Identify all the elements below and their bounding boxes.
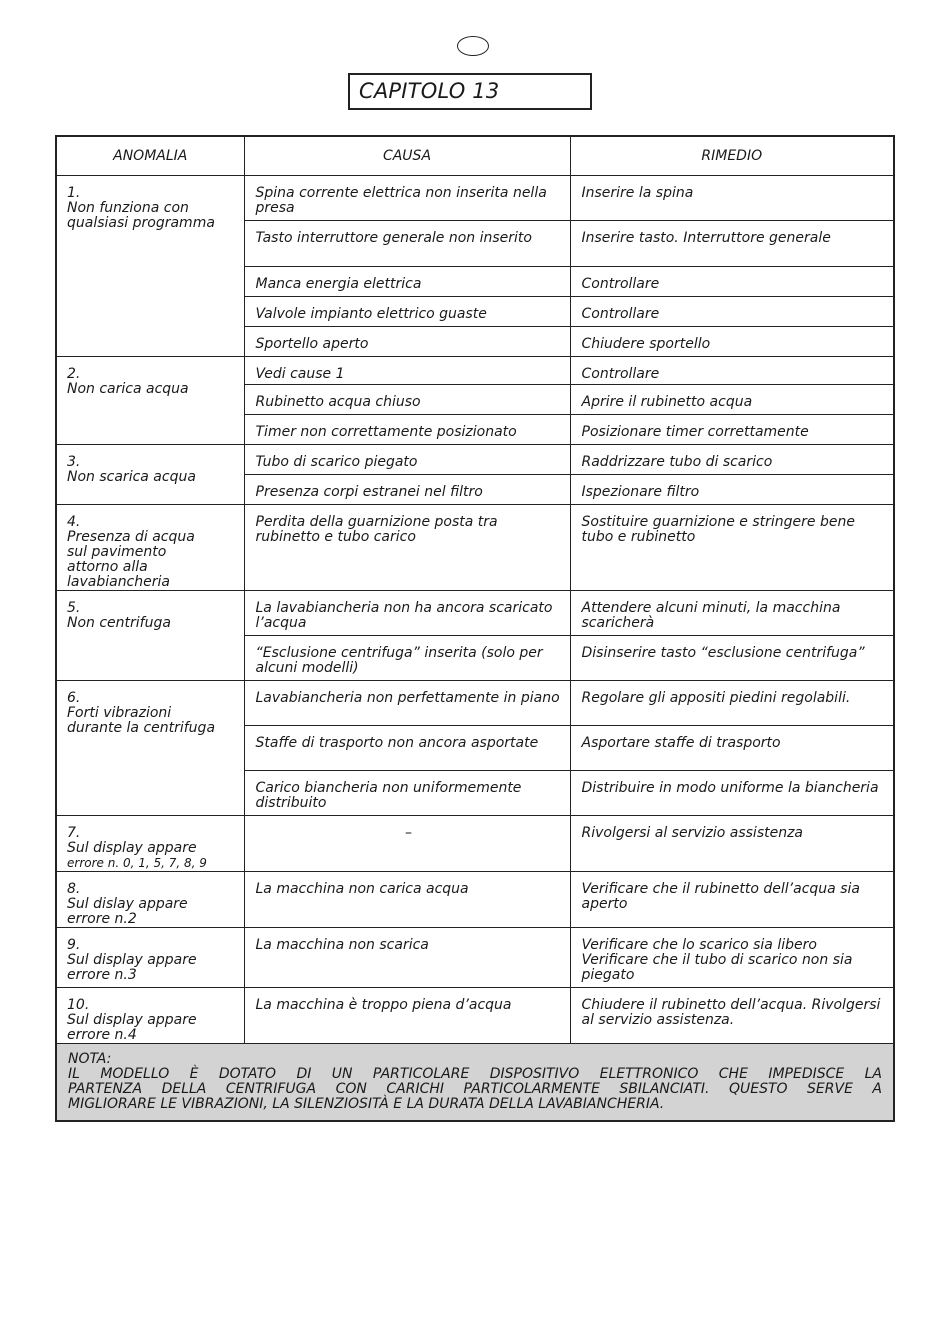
anomaly-number: 5.	[67, 600, 81, 616]
anomaly-text	[67, 201, 217, 231]
anomaly-cell	[56, 872, 244, 928]
anomaly-label: Non scarica acqua	[67, 469, 196, 485]
remedy-cell: Verificare che il rubinetto dell’acqua sia aperto	[570, 872, 894, 928]
anomaly-label: Sul display appare errore n.3	[67, 952, 197, 983]
anomaly-cell	[56, 357, 244, 445]
cause-cell: Lavabiancheria non perfettamente in piano	[244, 681, 570, 726]
cause-cell: Spina corrente elettrica non inserita nella presa	[244, 176, 570, 221]
anomaly-cell	[56, 928, 244, 988]
anomaly-error-codes: errore n. 0, 1, 5, 7, 8, 9	[67, 856, 207, 870]
note-title: NOTA:	[68, 1051, 112, 1067]
anomaly-label: Non carica acqua	[67, 381, 189, 397]
remedy-cell: Controllare	[570, 267, 894, 297]
anomaly-number: 4.	[67, 514, 81, 530]
anomaly-number: 3.	[67, 454, 81, 470]
anomaly-label: Non funziona con qualsiasi programma	[67, 200, 215, 231]
cause-cell: La macchina non scarica	[244, 928, 570, 988]
anomaly-number: 2.	[67, 366, 81, 382]
remedy-cell: Rivolgersi al servizio assistenza	[570, 816, 894, 872]
anomaly-cell	[56, 816, 244, 872]
remedy-cell: Verificare che lo scarico sia libero Verificare che il tubo di scarico non sia piegato	[570, 928, 894, 988]
table-row	[56, 357, 894, 385]
remedy-cell: Aprire il rubinetto acqua	[570, 385, 894, 415]
anomaly-number: 7.	[67, 825, 81, 841]
remedy-cell: Inserire la spina	[570, 176, 894, 221]
header-anomaly: ANOMALIA	[56, 136, 244, 176]
table-row	[56, 591, 894, 636]
anomaly-label: Forti vibrazioni durante la centrifuga	[67, 705, 216, 736]
anomaly-label: Non centrifuga	[67, 615, 171, 631]
anomaly-text	[67, 382, 217, 397]
note-line: MIGLIORARE LE VIBRAZIONI, LA SILENZIOSITÀ E LA DURATA DELLA LAVABIANCHERIA.	[68, 1096, 665, 1112]
remedy-cell: Attendere alcuni minuti, la macchina scaricherà	[570, 591, 894, 636]
table-row	[56, 928, 894, 988]
anomaly-cell	[56, 681, 244, 816]
anomaly-label: Presenza di acqua sul pavimento attorno alla lavabiancheria	[67, 529, 195, 590]
table-row	[56, 816, 894, 872]
remedy-cell: Regolare gli appositi piedini regolabili.	[570, 681, 894, 726]
cause-cell: “Esclusione centrifuga” inserita (solo per alcuni modelli)	[244, 636, 570, 681]
note-box	[56, 1044, 894, 1122]
table-row	[56, 445, 894, 475]
remedy-cell: Chiudere sportello	[570, 327, 894, 357]
cause-cell: Rubinetto acqua chiuso	[244, 385, 570, 415]
cause-cell: Vedi cause 1	[244, 357, 570, 385]
cause-cell: Tasto interruttore generale non inserito	[244, 221, 570, 267]
anomaly-label: Sul dislay appare errore n.2	[67, 896, 188, 927]
anomaly-text	[67, 953, 217, 983]
cause-cell: Presenza corpi estranei nel filtro	[244, 475, 570, 505]
anomaly-number: 8.	[67, 881, 81, 897]
cause-cell: Sportello aperto	[244, 327, 570, 357]
anomaly-text	[67, 1013, 217, 1043]
anomaly-number: 10.	[67, 997, 90, 1013]
anomaly-cell	[56, 505, 244, 591]
remedy-cell: Disinserire tasto “esclusione centrifuga”	[570, 636, 894, 681]
header-remedy: RIMEDIO	[570, 136, 894, 176]
cause-cell: La macchina non carica acqua	[244, 872, 570, 928]
anomaly-number: 6.	[67, 690, 81, 706]
anomaly-cell	[56, 988, 244, 1044]
remedy-cell: Raddrizzare tubo di scarico	[570, 445, 894, 475]
note-line: IL MODELLO È DOTATO DI UN PARTICOLARE DISPOSITIVO ELETTRONICO CHE IMPEDISCE LA	[68, 1066, 882, 1082]
table-row	[56, 872, 894, 928]
cause-cell: –	[244, 816, 570, 872]
remedy-cell: Posizionare timer correttamente	[570, 415, 894, 445]
table-row	[56, 681, 894, 726]
anomaly-cell	[56, 445, 244, 505]
remedy-cell: Controllare	[570, 357, 894, 385]
remedy-cell: Controllare	[570, 297, 894, 327]
remedy-cell: Chiudere il rubinetto dell’acqua. Rivolgersi al servizio assistenza.	[570, 988, 894, 1044]
cause-cell: Valvole impianto elettrico guaste	[244, 297, 570, 327]
cause-cell: La lavabiancheria non ha ancora scaricato l’acqua	[244, 591, 570, 636]
note-line: PARTENZA DELLA CENTRIFUGA CON CARICHI PARTICOLARMENTE SBILANCIATI. QUESTO SERVE A	[68, 1081, 882, 1097]
cause-cell: Carico biancheria non uniformemente distribuito	[244, 771, 570, 816]
chapter-title: CAPITOLO 13	[348, 73, 592, 110]
table-row	[56, 176, 894, 221]
header-cause: CAUSA	[244, 136, 570, 176]
anomaly-cell	[56, 176, 244, 357]
anomaly-cell	[56, 591, 244, 681]
remedy-cell: Asportare staffe di trasporto	[570, 726, 894, 771]
anomaly-text	[67, 616, 217, 631]
cause-cell: La macchina è troppo piena d’acqua	[244, 988, 570, 1044]
anomaly-number: 9.	[67, 937, 81, 953]
cause-cell: Timer non correttamente posizionato	[244, 415, 570, 445]
cause-cell: Tubo di scarico piegato	[244, 445, 570, 475]
remedy-cell: Sostituire guarnizione e stringere bene tubo e rubinetto	[570, 505, 894, 591]
anomaly-text	[67, 470, 217, 485]
anomaly-number: 1.	[67, 185, 81, 201]
remedy-cell: Inserire tasto. Interruttore generale	[570, 221, 894, 267]
anomaly-text	[67, 897, 217, 927]
anomaly-text	[67, 841, 217, 871]
table-row	[56, 988, 894, 1044]
remedy-cell: Ispezionare filtro	[570, 475, 894, 505]
anomaly-label: Sul display appare	[67, 840, 197, 856]
cause-cell: Perdita della guarnizione posta tra rubinetto e tubo carico	[244, 505, 570, 591]
remedy-cell: Distribuire in modo uniforme la biancheria	[570, 771, 894, 816]
troubleshooting-table	[55, 135, 895, 1122]
anomaly-label: Sul display appare errore n.4	[67, 1012, 197, 1043]
language-oval-badge	[457, 36, 489, 56]
cause-cell: Staffe di trasporto non ancora asportate	[244, 726, 570, 771]
anomaly-text	[67, 706, 217, 736]
table-row	[56, 505, 894, 591]
anomaly-text	[67, 530, 217, 590]
cause-cell: Manca energia elettrica	[244, 267, 570, 297]
